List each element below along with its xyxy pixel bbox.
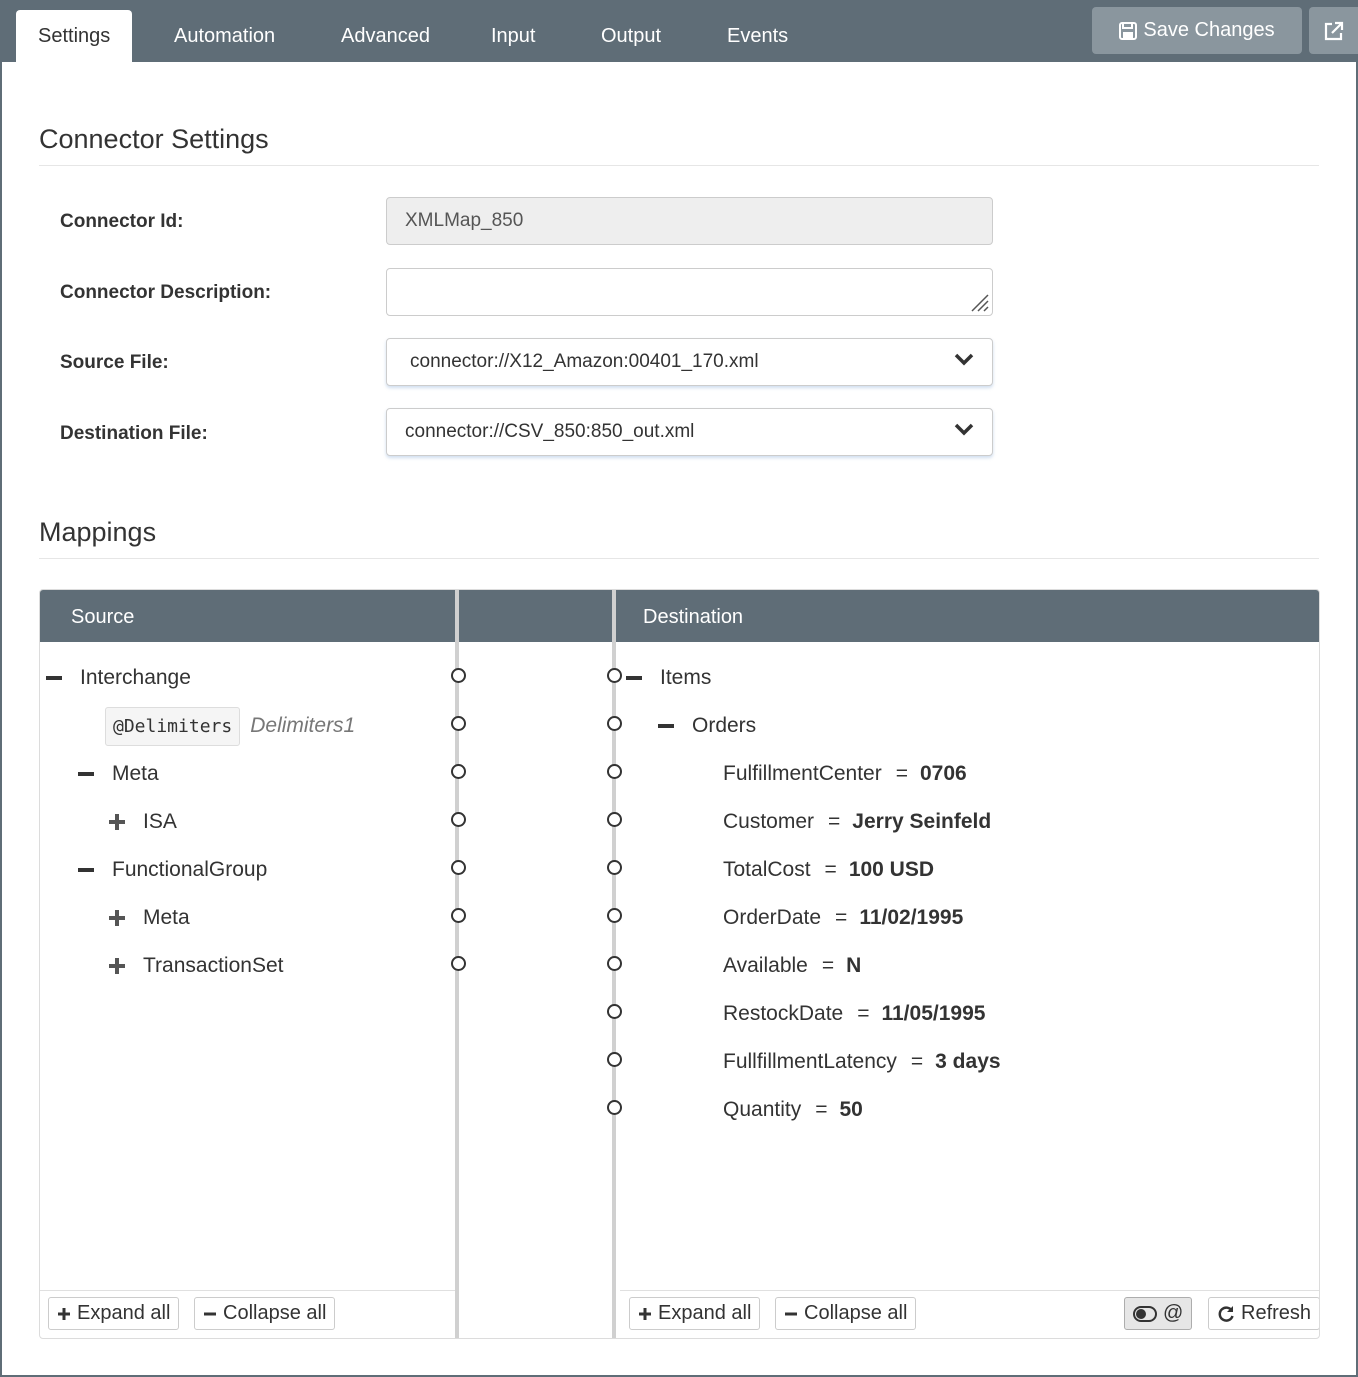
connector-description-label: Connector Description: (60, 282, 272, 303)
source-connector-node[interactable] (451, 860, 466, 875)
field-value: 50 (839, 1098, 863, 1121)
expand-icon[interactable] (109, 958, 125, 974)
destination-expand-all-button[interactable] (629, 1297, 760, 1330)
dest-field-row[interactable] (723, 1094, 863, 1126)
dest-field-row[interactable] (723, 758, 967, 790)
source-column-header: Source (71, 606, 135, 628)
collapse-icon[interactable] (658, 724, 674, 728)
field-name: TotalCost (723, 858, 811, 881)
destination-column-header: Destination (643, 606, 744, 628)
dest-field-row[interactable] (723, 1046, 1001, 1078)
tree-node-isa[interactable] (109, 806, 177, 838)
node-label: Meta (112, 762, 159, 785)
node-label: TransactionSet (143, 954, 284, 977)
destination-file-select[interactable] (386, 408, 993, 456)
tab-output[interactable]: Output (601, 25, 662, 47)
collapse-icon[interactable] (626, 676, 642, 680)
equals-sign: = (821, 954, 835, 977)
equals-sign: = (910, 1050, 924, 1073)
destination-connector-node[interactable] (607, 716, 622, 731)
mappings-header (40, 590, 1320, 642)
source-connector-node[interactable] (451, 956, 466, 971)
field-name: Customer (723, 810, 815, 833)
tab-events[interactable]: Events (727, 25, 789, 47)
equals-sign: = (824, 858, 837, 881)
field-name: FullfillmentLatency (723, 1050, 897, 1073)
floppy-disk-icon (1119, 22, 1137, 40)
field-value: 11/05/1995 (881, 1002, 986, 1025)
save-changes-label: Save Changes (1143, 19, 1275, 41)
tree-attribute-delimiters[interactable] (105, 710, 355, 742)
plus-icon (57, 1307, 71, 1321)
node-label: FunctionalGroup (112, 858, 268, 881)
dest-field-row[interactable] (723, 902, 963, 934)
resize-grip-icon[interactable] (968, 291, 990, 313)
source-expand-all-button[interactable] (48, 1297, 179, 1330)
collapse-icon[interactable] (78, 772, 94, 776)
connector-id-value: XMLMap_850 (405, 210, 524, 231)
connector-settings-heading: Connector Settings (39, 124, 269, 154)
source-connector-node[interactable] (451, 764, 466, 779)
destination-connector-node[interactable] (607, 812, 622, 827)
destination-collapse-all-button[interactable] (775, 1297, 916, 1330)
tab-input[interactable]: Input (491, 25, 536, 47)
button-label: Collapse all (223, 1302, 327, 1324)
collapse-icon[interactable] (78, 868, 94, 872)
equals-sign: = (815, 1098, 828, 1121)
connector-description-textarea[interactable] (386, 268, 993, 316)
refresh-icon (1217, 1305, 1235, 1323)
chevron-down-icon (954, 421, 974, 437)
button-label: @ (1163, 1302, 1184, 1324)
refresh-button[interactable] (1208, 1297, 1320, 1330)
tree-node-orders[interactable] (658, 710, 756, 742)
mappings-panel (39, 589, 1320, 1339)
source-connector-node[interactable] (451, 668, 466, 683)
destination-connector-node[interactable] (607, 1052, 622, 1067)
source-connector-node[interactable] (451, 812, 466, 827)
tree-node-meta[interactable] (78, 758, 159, 790)
button-label: Expand all (77, 1302, 171, 1324)
destination-connector-node[interactable] (607, 1100, 622, 1115)
node-label: Orders (692, 714, 757, 737)
expand-icon[interactable] (109, 814, 125, 830)
tree-node-fg-meta[interactable] (109, 902, 190, 934)
field-name: RestockDate (723, 1002, 844, 1025)
field-name: OrderDate (723, 906, 822, 929)
equals-sign: = (857, 1002, 870, 1025)
attribute-value: Delimiters1 (250, 714, 356, 737)
dest-field-row[interactable] (723, 854, 934, 886)
source-footer-divider (40, 1290, 455, 1291)
open-external-button[interactable] (1309, 7, 1358, 54)
connector-id-label: Connector Id: (60, 211, 184, 232)
minus-icon (784, 1307, 798, 1321)
tree-node-items[interactable] (626, 662, 711, 694)
destination-connector-node[interactable] (607, 908, 622, 923)
node-label: Interchange (80, 666, 191, 689)
source-file-label: Source File: (60, 352, 169, 373)
field-value: 0706 (920, 762, 967, 785)
section-divider (39, 558, 1319, 559)
destination-connector-node[interactable] (607, 1004, 622, 1019)
button-label: Refresh (1241, 1302, 1312, 1324)
destination-file-label: Destination File: (60, 423, 208, 444)
button-label: Collapse all (804, 1302, 908, 1324)
destination-connector-node[interactable] (607, 668, 622, 683)
destination-connector-node[interactable] (607, 956, 622, 971)
source-file-value: connector://X12_Amazon:00401_170.xml (410, 351, 759, 372)
dest-field-row[interactable] (723, 806, 991, 838)
minus-icon (203, 1307, 217, 1321)
attribute-toggle-button[interactable] (1124, 1297, 1192, 1330)
destination-file-value: connector://CSV_850:850_out.xml (405, 421, 695, 442)
source-connector-node[interactable] (451, 908, 466, 923)
node-label: ISA (143, 810, 177, 833)
source-file-select[interactable] (386, 338, 993, 386)
equals-sign: = (835, 906, 848, 929)
source-connector-node[interactable] (451, 716, 466, 731)
expand-icon[interactable] (109, 910, 125, 926)
field-value: 11/02/1995 (859, 906, 964, 929)
equals-sign: = (895, 762, 908, 785)
destination-connector-node[interactable] (607, 860, 622, 875)
connector-id-field[interactable] (386, 197, 993, 245)
save-changes-button[interactable] (1092, 7, 1302, 54)
chevron-down-icon (954, 351, 974, 367)
tree-node-functionalgroup[interactable] (78, 854, 267, 886)
field-name: Quantity (723, 1098, 802, 1121)
source-collapse-all-button[interactable] (194, 1297, 335, 1330)
field-name: Available (723, 954, 808, 977)
section-divider (39, 165, 1319, 166)
toggle-switch-icon (1133, 1306, 1157, 1322)
tab-settings[interactable]: Settings (16, 10, 132, 62)
tab-advanced[interactable]: Advanced (341, 25, 430, 47)
tree-node-transactionset[interactable] (109, 950, 283, 982)
collapse-icon[interactable] (46, 676, 62, 680)
destination-connector-node[interactable] (607, 764, 622, 779)
top-tab-bar (2, 0, 1356, 62)
field-value: 3 days (935, 1050, 1001, 1073)
dest-field-row[interactable] (723, 998, 985, 1030)
button-label: Expand all (658, 1302, 752, 1324)
node-label: Meta (143, 906, 190, 929)
field-value: Jerry Seinfeld (852, 810, 992, 833)
equals-sign: = (828, 810, 841, 833)
external-link-icon (1323, 20, 1345, 42)
attribute-chip: @Delimiters (105, 707, 240, 746)
plus-icon (638, 1307, 652, 1321)
destination-footer-divider (620, 1290, 1320, 1291)
mappings-heading: Mappings (39, 517, 157, 547)
tab-automation[interactable]: Automation (174, 25, 276, 47)
field-value: N (846, 954, 862, 977)
tree-node-interchange[interactable] (46, 662, 191, 694)
field-value: 100 USD (848, 858, 935, 881)
dest-field-row[interactable] (723, 950, 861, 982)
field-name: FulfillmentCenter (723, 762, 882, 785)
node-label: Items (660, 666, 712, 689)
